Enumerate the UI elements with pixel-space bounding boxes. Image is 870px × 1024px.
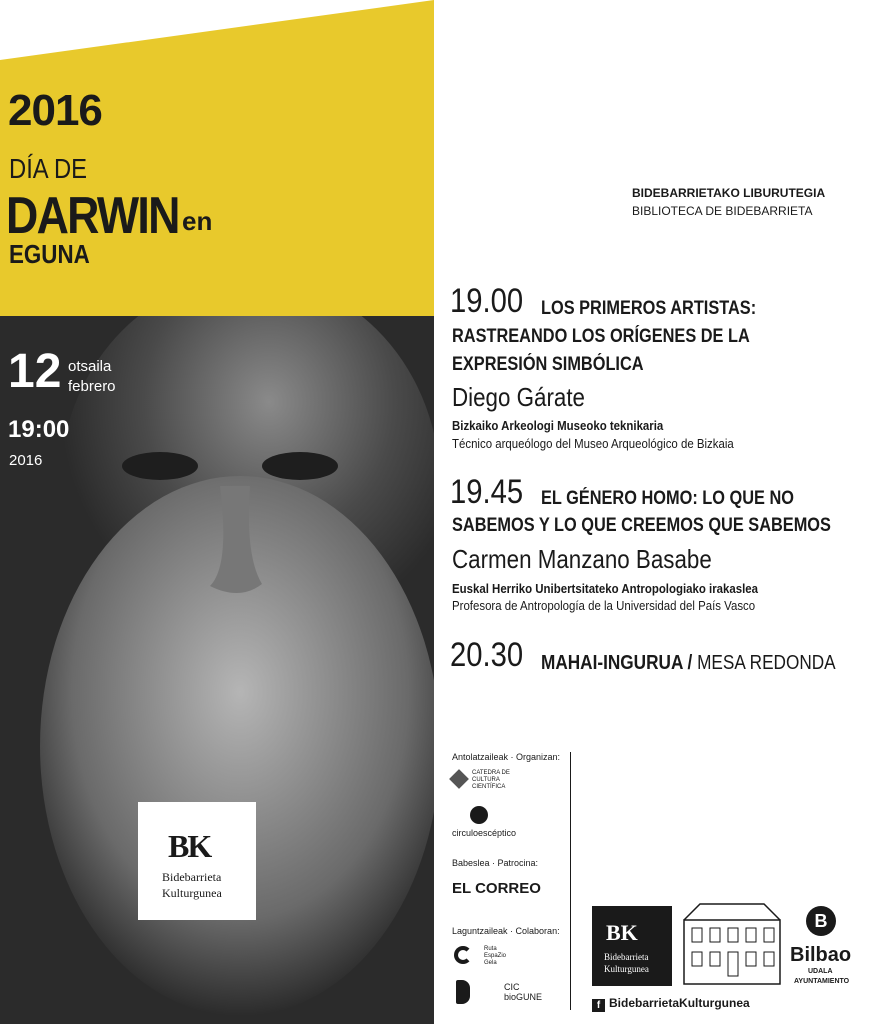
event2-time: 19.45 [450,473,524,511]
event2-title-line1: EL GÉNERO HOMO: LO QUE NO [541,488,794,509]
ayuntamiento-label: AYUNTAMIENTO [794,978,850,985]
logo-line1: Bidebarrieta [162,870,222,884]
facebook-link[interactable] [592,996,750,1012]
library-name-eu: BIDEBARRIETAKO LIBURUTEGIA [632,186,826,200]
month-eu: otsaila [68,358,112,375]
building-illustration-icon [680,898,784,986]
event-year-small: 2016 [9,452,43,469]
udala-label: UDALA [808,968,833,975]
banner-slant [0,0,434,64]
bidebarrieta-logo [138,802,256,920]
title-dia-de: DÍA DE [9,153,88,184]
ruta-icon [454,946,472,964]
event2-title-line2: SABEMOS Y LO QUE CREEMOS QUE SABEMOS [452,515,831,536]
organizers-label: Antolatzaileak · Organizan: [452,752,561,762]
event-day: 12 [8,345,62,398]
footer-logo-line1: Bidebarrieta [604,952,649,962]
title-en: en [182,206,213,236]
event2-affiliation-eu: Euskal Herriko Unibertsitateko Antropologiako irakaslea [452,581,759,596]
event3-title-bold: MAHAI-INGURUA / [541,652,693,674]
library-name-es: BIBLIOTECA DE BIDEBARRIETA [632,204,813,218]
collab2-name: CIC bioGUNE [504,982,543,1002]
org1-name: CATEDRA DE CULTURA CIENTÍFICA [472,770,510,790]
footer-logo-line2: Kulturgunea [604,964,649,974]
event1-title-line3: EXPRESIÓN SIMBÓLICA [452,354,644,375]
event1-title-line1: LOS PRIMEROS ARTISTAS: [541,298,757,319]
logo-line2: Kulturgunea [162,886,222,900]
event3-title [541,652,836,675]
event2-speaker: Carmen Manzano Basabe [452,544,712,574]
event3-time: 20.30 [450,636,524,674]
circulo-icon [470,806,488,824]
event3-title-light: MESA REDONDA [692,652,836,674]
bizkaia-icon [456,980,470,1004]
footer-bk-mark: BK [606,920,638,945]
title-darwin: DARWIN [6,187,179,245]
month-es: febrero [68,378,116,395]
catedra-icon [449,769,469,789]
bilbao-b-icon: B [806,906,836,936]
event1-time: 19.00 [450,282,524,320]
footer-bk-logo [592,906,672,986]
facebook-icon: f [592,999,605,1012]
event1-affiliation-es: Técnico arqueólogo del Museo Arqueológico de Bizkaia [452,436,734,451]
credits-divider [570,752,571,1010]
collaborators-label: Laguntzaileak · Colaboran: [452,926,560,936]
org2-name: circuloescéptico [452,828,517,838]
event1-affiliation-eu: Bizkaiko Arkeologi Museoko teknikaria [452,418,664,433]
bilbao-logo: Bilbao [790,944,852,966]
event1-title-line2: RASTREANDO LOS ORÍGENES DE LA [452,326,750,347]
el-correo-logo: EL CORREO [452,880,541,897]
event-time: 19:00 [8,416,70,443]
facebook-handle: BidebarrietaKulturgunea [609,996,750,1010]
title-eguna: EGUNA [9,239,90,269]
sponsor-label: Babeslea · Patrocina: [452,858,539,868]
event2-affiliation-es: Profesora de Antropología de la Universidad del País Vasco [452,598,756,613]
bk-mark: BK [168,828,211,864]
collab1-name: Ruta EspaZio Gela [484,946,507,966]
event-year: 2016 [8,86,102,135]
event1-speaker: Diego Gárate [452,382,586,412]
